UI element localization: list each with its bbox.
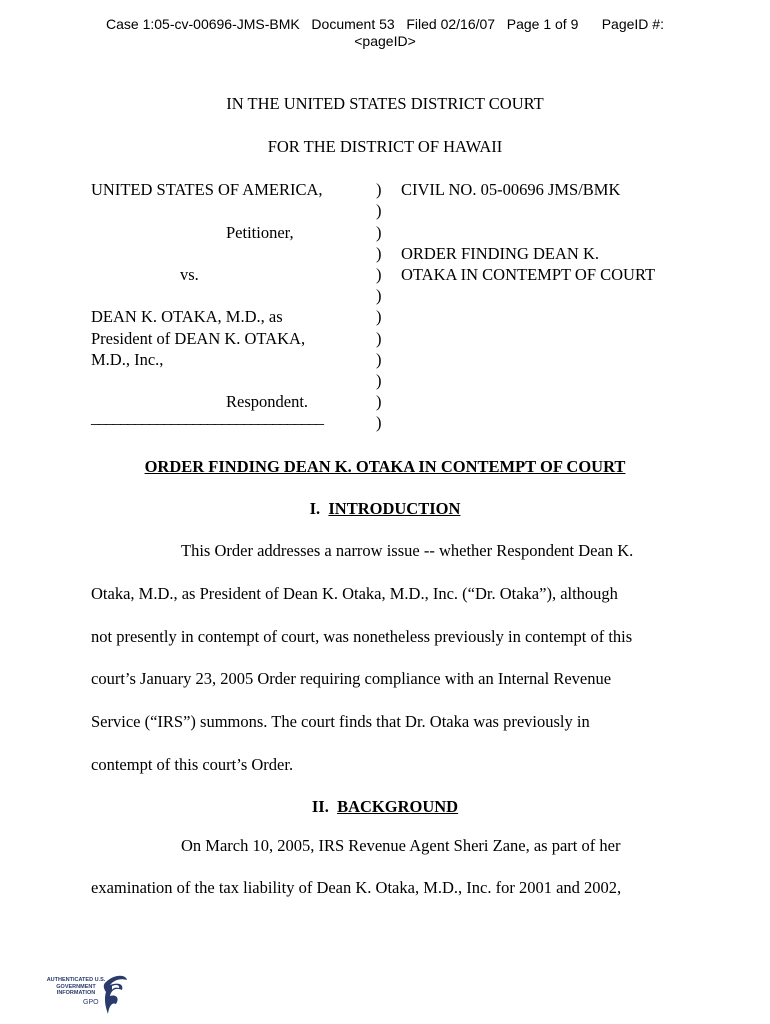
paragraph-line: This Order addresses a narrow issue -- whether Respondent Dean K. xyxy=(181,541,634,560)
petitioner-name: UNITED STATES OF AMERICA, xyxy=(91,180,323,199)
section-number: II. xyxy=(311,797,329,816)
caption-rule: ________________________________ xyxy=(91,408,323,427)
respondent-role: Respondent. xyxy=(226,392,309,411)
paragraph-line: court’s January 23, 2005 Order requiring compliance with an Internal Revenue xyxy=(91,669,612,688)
page-id-placeholder: <pageID> xyxy=(354,33,416,49)
section-title: INTRODUCTION xyxy=(328,499,461,518)
paragraph-line: not presently in contempt of court, was nonetheless previously in contempt of this xyxy=(91,627,633,646)
paragraph-line: On March 10, 2005, IRS Revenue Agent Sheri Zane, as part of her xyxy=(181,836,621,855)
paren: ) xyxy=(376,307,382,326)
paren: ) xyxy=(376,180,382,199)
section-heading-introduction xyxy=(0,499,770,519)
case-header-line: Case 1:05-cv-00696-JMS-BMK Document 53 Filed 02/16/07 Page 1 of 9 PageID #: xyxy=(106,16,664,32)
logo-text: AUTHENTICATED U.S. GOVERNMENT INFORMATION xyxy=(46,977,106,996)
paren: ) xyxy=(376,265,382,284)
order-title-line-1: ORDER FINDING DEAN K. xyxy=(401,244,599,263)
paragraph-line: Service (“IRS”) summons. The court finds that Dr. Otaka was previously in xyxy=(91,712,590,731)
document-title xyxy=(0,457,770,477)
paren: ) xyxy=(376,223,382,242)
document-title-text: ORDER FINDING DEAN K. OTAKA IN CONTEMPT OF COURT xyxy=(144,457,626,476)
case-header xyxy=(0,16,770,50)
versus-label: vs. xyxy=(180,265,199,284)
respondent-line-3: M.D., Inc., xyxy=(91,350,164,369)
order-title-line-2: OTAKA IN CONTEMPT OF COURT xyxy=(401,265,656,284)
gpo-authentication-logo xyxy=(44,972,134,1020)
logo-gpo-text: GPO xyxy=(83,999,99,1006)
paragraph-line: contempt of this court’s Order. xyxy=(91,755,294,774)
paragraph-line: examination of the tax liability of Dean K. Otaka, M.D., Inc. for 2001 and 2002, xyxy=(91,878,622,897)
paren: ) xyxy=(376,201,382,220)
paren: ) xyxy=(376,392,382,411)
paren: ) xyxy=(376,350,382,369)
petitioner-role: Petitioner, xyxy=(226,223,294,242)
respondent-line-1: DEAN K. OTAKA, M.D., as xyxy=(91,307,283,326)
paren: ) xyxy=(376,286,382,305)
district-name: FOR THE DISTRICT OF HAWAII xyxy=(267,137,503,156)
paren: ) xyxy=(376,413,382,432)
paren: ) xyxy=(376,329,382,348)
section-heading-background xyxy=(0,797,770,817)
paren: ) xyxy=(376,244,382,263)
paren: ) xyxy=(376,371,382,390)
court-name: IN THE UNITED STATES DISTRICT COURT xyxy=(226,94,544,113)
section-number: I. xyxy=(309,499,321,518)
section-title: BACKGROUND xyxy=(337,797,459,816)
paragraph-line: Otaka, M.D., as President of Dean K. Otaka, M.D., Inc. (“Dr. Otaka”), although xyxy=(91,584,618,603)
civil-number: CIVIL NO. 05-00696 JMS/BMK xyxy=(401,180,621,199)
eagle-icon xyxy=(100,972,130,1018)
respondent-line-2: President of DEAN K. OTAKA, xyxy=(91,329,306,348)
